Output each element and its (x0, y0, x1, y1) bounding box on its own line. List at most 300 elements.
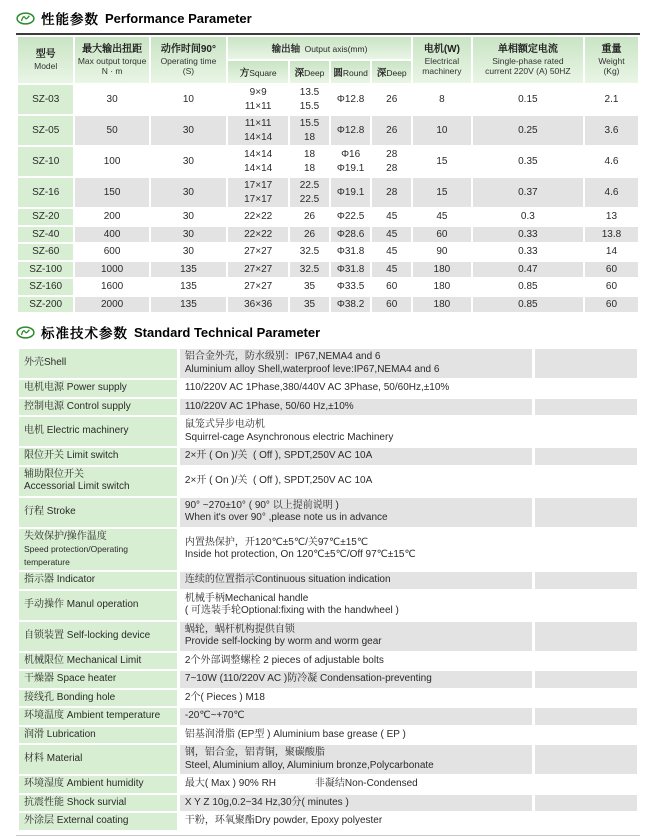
perf-value: 45 (386, 211, 398, 222)
perf-value: 0.33 (518, 246, 538, 257)
tech-filler-cell (535, 498, 637, 527)
col-header-round: 圆Round (331, 61, 371, 83)
perf-value: 30 (182, 246, 194, 257)
perf-value: 27×27 (244, 263, 273, 275)
perf-cell-current (473, 147, 583, 176)
tech-value-line: 铝合金外壳，防水级别：IP67,NEMA4 and 6 (184, 351, 381, 362)
perf-cell-motor (413, 116, 471, 145)
tech-row-17 (19, 745, 637, 774)
tech-label (19, 745, 177, 774)
tech-label-line: 抗震性能 Shock survial (24, 796, 127, 808)
perf-cell-round (331, 244, 371, 260)
perf-cell-deep2 (372, 244, 411, 260)
perf-cell-torque (75, 147, 148, 176)
tech-row-16 (19, 727, 637, 744)
tech-value-line: Provide self-locking by worm and worm gear (184, 636, 382, 647)
perf-row-sz-10 (18, 147, 638, 176)
perf-value: 100 (103, 155, 121, 167)
tech-label (19, 813, 177, 830)
perf-value: 180 (433, 263, 451, 275)
perf-cell-weight (585, 85, 638, 114)
perf-cell-time (151, 244, 226, 260)
perf-value: 13.5 (299, 87, 320, 98)
perf-value: SZ-03 (32, 93, 60, 105)
tech-value (180, 591, 532, 620)
perf-value: 35 (303, 281, 316, 292)
tech-value-line: 钢，铝合金，铝青铜，聚碳酸脂 (184, 747, 325, 758)
perf-value: 22×22 (244, 211, 273, 222)
perf-value: 2000 (100, 298, 124, 310)
perf-value: 30 (182, 211, 194, 222)
perf-cell-weight (585, 279, 638, 295)
perf-value: 28 (386, 186, 398, 198)
perf-cell-deep (290, 244, 329, 260)
perf-value: 0.33 (518, 228, 538, 240)
technical-title-en: Standard Technical Parameter (134, 324, 321, 340)
tech-value-line: 2个外部调整螺栓 2 pieces of adjustable bolts (184, 654, 384, 666)
perf-value: Φ16 (341, 149, 361, 160)
tech-value (180, 690, 532, 707)
perf-value: 32.5 (299, 246, 320, 257)
tech-value-line: When it's over 90° ,please note us in advance (184, 512, 388, 523)
perf-row-sz-05 (18, 116, 638, 145)
perf-cell-torque (75, 209, 148, 225)
perf-value: 30 (182, 155, 194, 167)
tech-value (180, 529, 532, 571)
perf-cell-model (18, 297, 73, 313)
perf-cell-deep2 (372, 262, 411, 278)
performance-section-title (16, 8, 640, 28)
tech-label (19, 399, 177, 416)
tech-label-line: 电机电源 Power supply (24, 382, 127, 393)
tech-label (19, 776, 177, 793)
perf-cell-weight (585, 262, 638, 278)
tech-label (19, 448, 177, 465)
perf-cell-deep2 (372, 85, 411, 114)
tech-filler-cell (535, 349, 637, 378)
perf-cell-weight (585, 209, 638, 225)
tech-label (19, 498, 177, 527)
perf-value: Φ12.8 (336, 124, 365, 136)
tech-row-15 (19, 708, 637, 725)
perf-cell-torque (75, 244, 148, 260)
perf-cell-model (18, 244, 73, 260)
perf-value: SZ-20 (32, 211, 60, 222)
perf-value: 14×14 (244, 162, 273, 174)
tech-row-8 (19, 529, 637, 571)
tech-filler-cell (535, 591, 637, 620)
perf-cell-round (331, 297, 371, 313)
perf-value: 0.15 (518, 93, 538, 105)
tech-value-line: Steel, Aluminium alloy, Aluminium bronze,Polycarbonate (184, 759, 434, 771)
perf-cell-current (473, 178, 583, 207)
tech-value (180, 708, 532, 725)
perf-cell-deep (290, 85, 329, 114)
perf-cell-model (18, 116, 73, 145)
tech-label (19, 622, 177, 651)
col-header-motor: 电机(W) Electrical machinery (413, 37, 471, 83)
perf-value: 60 (605, 281, 618, 292)
perf-value: 0.37 (518, 186, 538, 198)
perf-value: 30 (182, 124, 194, 136)
perf-cell-torque (75, 227, 148, 243)
perf-value: 18 (303, 131, 316, 143)
tech-value-line: 铝基润滑脂 (EP型 ) Aluminium base grease ( EP ) (184, 728, 406, 740)
col-header-model-zh: 型号 (35, 49, 56, 60)
tech-value-line: 鼠笼式异步电动机 (184, 419, 265, 430)
perf-value: 22.5 (299, 180, 320, 191)
tech-label (19, 653, 177, 670)
tech-filler-cell (535, 448, 637, 465)
perf-value: 35 (303, 298, 316, 310)
perf-value: 60 (605, 263, 618, 275)
tech-label (19, 380, 177, 397)
perf-value: 36×36 (244, 298, 273, 310)
tech-value-line: 7~10W (110/220V AC )防冷凝 Condensation-preventing (184, 673, 432, 684)
perf-cell-round (331, 279, 371, 295)
perf-value: 60 (386, 298, 398, 310)
tech-label (19, 795, 177, 812)
tech-label (19, 671, 177, 688)
tech-label-line: 材料 Material (24, 753, 83, 765)
perf-cell-square (228, 279, 288, 295)
perf-cell-weight (585, 147, 638, 176)
perf-value: 135 (180, 298, 197, 310)
tech-value-line: 蜗轮，蜗杆机构提供自锁 (184, 623, 295, 635)
perf-cell-model (18, 85, 73, 114)
perf-row-sz-60 (18, 244, 638, 260)
perf-value: 180 (433, 298, 451, 310)
perf-cell-time (151, 227, 226, 243)
perf-value: SZ-05 (32, 124, 60, 136)
perf-cell-model (18, 262, 73, 278)
tech-value-line: 110/220V AC 1Phase,380/440V AC 3Phase, 50/60Hz,±10% (184, 382, 450, 393)
perf-value: 11×11 (244, 100, 272, 112)
perf-value: 30 (182, 228, 194, 240)
perf-cell-deep (290, 178, 329, 207)
perf-cell-torque (75, 297, 148, 313)
tech-filler-cell (535, 622, 637, 651)
perf-cell-current (473, 262, 583, 278)
tech-label (19, 572, 177, 589)
tech-label-line: Accessorial Limit switch (24, 481, 130, 492)
brand-logo-icon (16, 326, 35, 339)
tech-value (180, 467, 532, 496)
tech-row-10 (19, 591, 637, 620)
tech-row-5 (19, 448, 637, 465)
perf-cell-square (228, 297, 288, 313)
tech-row-12 (19, 653, 637, 670)
perf-value: 30 (106, 93, 118, 105)
perf-cell-torque (75, 116, 148, 145)
perf-value: 0.25 (518, 124, 538, 136)
tech-value-line: 最大( Max ) 90% RH 非凝结Non-Condensed (184, 778, 418, 789)
perf-row-sz-20 (18, 209, 638, 225)
tech-value (180, 448, 532, 465)
tech-label-line: 干燥器 Space heater (24, 673, 117, 684)
perf-value: 45 (386, 246, 398, 257)
tech-label (19, 417, 177, 446)
tech-row-6 (19, 467, 637, 496)
tech-value-line: 110/220V AC 1Phase, 50/60 Hz,±10% (184, 400, 354, 412)
perf-value: 27×27 (244, 246, 273, 257)
perf-value: 60 (605, 298, 618, 310)
perf-cell-deep2 (372, 178, 411, 207)
perf-cell-current (473, 209, 583, 225)
tech-label-line: 辅助限位开关 (24, 468, 84, 480)
perf-value: 13.8 (601, 228, 622, 240)
perf-cell-deep2 (372, 297, 411, 313)
perf-cell-current (473, 116, 583, 145)
tech-value-line: Squirrel-cage Asynchronous electric Machinery (184, 431, 394, 443)
perf-cell-square (228, 227, 288, 243)
perf-value: Φ19.1 (336, 186, 365, 198)
tech-filler-cell (535, 399, 637, 416)
perf-value: SZ-40 (32, 228, 60, 240)
tech-label-line: 外涂层 External coating (24, 815, 129, 826)
perf-cell-square (228, 147, 288, 176)
tech-filler-cell (535, 417, 637, 446)
perf-cell-motor (413, 297, 471, 313)
perf-cell-motor (413, 262, 471, 278)
col-header-deep-1: 深Deep (290, 61, 329, 83)
perf-cell-deep (290, 116, 329, 145)
tech-row-14 (19, 690, 637, 707)
perf-value: 0.85 (518, 298, 538, 310)
perf-cell-weight (585, 178, 638, 207)
perf-value: 26 (386, 93, 398, 105)
perf-value: 4.6 (604, 186, 619, 198)
tech-filler-cell (535, 745, 637, 774)
perf-cell-motor (413, 209, 471, 225)
col-header-model-en: Model (34, 61, 58, 71)
perf-cell-round (331, 227, 371, 243)
perf-cell-deep2 (372, 279, 411, 295)
tech-label-line: 环境湿度 Ambient humidity (24, 778, 144, 789)
perf-cell-time (151, 262, 226, 278)
perf-value: 4.6 (604, 155, 619, 167)
performance-table (16, 33, 640, 314)
tech-row-9 (19, 572, 637, 589)
perf-value: 60 (436, 228, 448, 240)
perf-value: 27×27 (244, 281, 273, 292)
tech-label-line: 指示器 Indicator (24, 574, 96, 585)
tech-label-line: 手动操作 Manul operation (24, 598, 139, 610)
perf-cell-model (18, 227, 73, 243)
perf-value: SZ-100 (29, 263, 63, 275)
perf-cell-square (228, 178, 288, 207)
tech-value (180, 813, 532, 830)
tech-row-20 (19, 813, 637, 830)
perf-value: 135 (180, 281, 197, 292)
perf-value: 3.6 (604, 124, 619, 136)
tech-value-line: 90° ~270±10° ( 90° 以上提前说明 ) (184, 499, 339, 511)
perf-value: 15 (436, 155, 448, 167)
perf-cell-deep2 (372, 227, 411, 243)
perf-value: Φ31.8 (336, 263, 365, 275)
tech-filler-cell (535, 467, 637, 496)
perf-value: 14×14 (244, 131, 273, 143)
perf-value: 11×11 (244, 118, 272, 129)
perf-value: Φ22.5 (336, 211, 365, 222)
tech-label (19, 529, 177, 571)
perf-cell-deep (290, 227, 329, 243)
perf-cell-deep2 (372, 116, 411, 145)
perf-value: Φ38.2 (336, 298, 365, 310)
perf-cell-round (331, 209, 371, 225)
perf-cell-model (18, 147, 73, 176)
perf-value: 17×17 (244, 180, 273, 191)
tech-filler-cell (535, 776, 637, 793)
perf-cell-square (228, 262, 288, 278)
perf-value: 0.85 (518, 281, 538, 292)
perf-value: Φ19.1 (336, 162, 365, 174)
tech-value (180, 795, 532, 812)
tech-value (180, 399, 532, 416)
perf-value: 18 (303, 149, 316, 160)
perf-value: 150 (103, 186, 121, 198)
perf-value: SZ-160 (29, 281, 63, 292)
perf-cell-deep (290, 297, 329, 313)
tech-value-line: Inside hot protection, On 120℃±5℃/Off 97℃±15℃ (184, 549, 416, 561)
technical-title-zh: 标准技术参数 (41, 326, 128, 341)
tech-row-19 (19, 795, 637, 812)
tech-value (180, 671, 532, 688)
tech-label-line: 控制电源 Control supply (24, 400, 131, 412)
perf-value: 0.3 (520, 211, 535, 222)
tech-row-11 (19, 622, 637, 651)
perf-cell-round (331, 147, 371, 176)
tech-filler-cell (535, 572, 637, 589)
perf-cell-square (228, 244, 288, 260)
tech-filler-cell (535, 671, 637, 688)
perf-cell-time (151, 297, 226, 313)
col-header-model (18, 37, 73, 83)
perf-value: 22×22 (244, 228, 273, 240)
perf-row-sz-16 (18, 178, 638, 207)
perf-value: SZ-10 (32, 155, 60, 167)
tech-value-line: ( 可选装手轮Optional:fixing with the handwheel ) (184, 605, 399, 616)
perf-value: SZ-60 (32, 246, 60, 257)
tech-value-line: Aluminium alloy Shell,waterproof leve:IP67,NEMA4 and 6 (184, 363, 440, 375)
tech-filler-cell (535, 690, 637, 707)
perf-value: 26 (303, 228, 316, 240)
technical-table (16, 347, 640, 832)
col-header-operating-time: 动作时间90° Operating time (S) (151, 37, 226, 83)
perf-value: 15 (436, 186, 448, 198)
perf-cell-motor (413, 279, 471, 295)
perf-value: SZ-16 (32, 186, 60, 198)
perf-value: 10 (436, 124, 448, 136)
perf-value: 9×9 (249, 87, 267, 98)
perf-cell-round (331, 116, 371, 145)
perf-cell-motor (413, 227, 471, 243)
perf-cell-deep (290, 279, 329, 295)
tech-filler-cell (535, 380, 637, 397)
tech-value (180, 745, 532, 774)
perf-value: 180 (433, 281, 451, 292)
tech-row-7 (19, 498, 637, 527)
perf-row-sz-40 (18, 227, 638, 243)
perf-value: 26 (303, 211, 316, 222)
tech-label-line: 接线孔 Bonding hole (24, 691, 116, 703)
perf-value: 400 (103, 228, 121, 240)
tech-value-line: 连续的位置指示Continuous situation indication (184, 574, 391, 585)
perf-cell-time (151, 279, 226, 295)
perf-cell-time (151, 209, 226, 225)
perf-cell-model (18, 178, 73, 207)
perf-row-sz-100 (18, 262, 638, 278)
perf-cell-deep (290, 209, 329, 225)
tech-value (180, 622, 532, 651)
perf-value: Φ28.6 (336, 228, 365, 240)
perf-cell-torque (75, 279, 148, 295)
perf-value: 1600 (100, 281, 124, 292)
perf-value: 15.5 (299, 118, 320, 129)
perf-cell-square (228, 85, 288, 114)
tech-label-line: 机械限位 Mechanical Limit (24, 654, 142, 666)
perf-value: 28 (386, 149, 398, 160)
perf-cell-time (151, 116, 226, 145)
tech-label (19, 690, 177, 707)
performance-title-zh: 性能参数 (41, 12, 99, 27)
perf-cell-current (473, 244, 583, 260)
tech-label-line: 限位开关 Limit switch (24, 450, 119, 461)
perf-cell-model (18, 209, 73, 225)
tech-value (180, 417, 532, 446)
tech-label (19, 727, 177, 744)
perf-cell-motor (413, 178, 471, 207)
perf-cell-round (331, 178, 371, 207)
perf-row-sz-200 (18, 297, 638, 313)
perf-value: 17×17 (244, 193, 273, 205)
perf-cell-time (151, 85, 226, 114)
tech-row-1 (19, 349, 637, 378)
perf-cell-round (331, 85, 371, 114)
perf-value: 14×14 (244, 149, 273, 160)
tech-label-line: 失效保护/操作温度 (24, 530, 107, 542)
col-header-weight: 重量 Weight (Kg) (585, 37, 638, 83)
perf-cell-weight (585, 297, 638, 313)
perf-value: 13 (605, 211, 618, 222)
perf-cell-motor (413, 147, 471, 176)
perf-cell-weight (585, 227, 638, 243)
tech-row-18 (19, 776, 637, 793)
perf-value: 45 (436, 211, 448, 222)
perf-cell-torque (75, 262, 148, 278)
perf-value: 0.35 (518, 155, 538, 167)
perf-cell-motor (413, 85, 471, 114)
perf-value: 30 (182, 186, 194, 198)
tech-value-line: 2×开 ( On )/关 ( Off ), SPDT,250V AC 10A (184, 474, 373, 486)
perf-cell-square (228, 116, 288, 145)
tech-value-line: 内置热保护，开120℃±5℃/关97℃±15℃ (184, 536, 369, 548)
tech-value (180, 349, 532, 378)
tech-filler-cell (535, 529, 637, 571)
perf-cell-deep (290, 147, 329, 176)
col-header-rated-current: 单相额定电流 Single-phase rated current 220V (A) 50HZ (473, 37, 583, 83)
tech-value-line: X Y Z 10g,0.2~34 Hz,30分( minutes ) (184, 796, 349, 808)
tech-row-2 (19, 380, 637, 397)
tech-value-line: 干粉，环氧聚酯Dry powder, Epoxy polyester (184, 815, 383, 826)
perf-value: Φ12.8 (336, 93, 365, 105)
col-header-torque: 最大输出扭距 Max output torque N · m (75, 37, 148, 83)
perf-value: 200 (103, 211, 121, 222)
tech-label (19, 467, 177, 496)
perf-cell-square (228, 209, 288, 225)
perf-cell-time (151, 147, 226, 176)
technical-section-title (16, 322, 640, 342)
